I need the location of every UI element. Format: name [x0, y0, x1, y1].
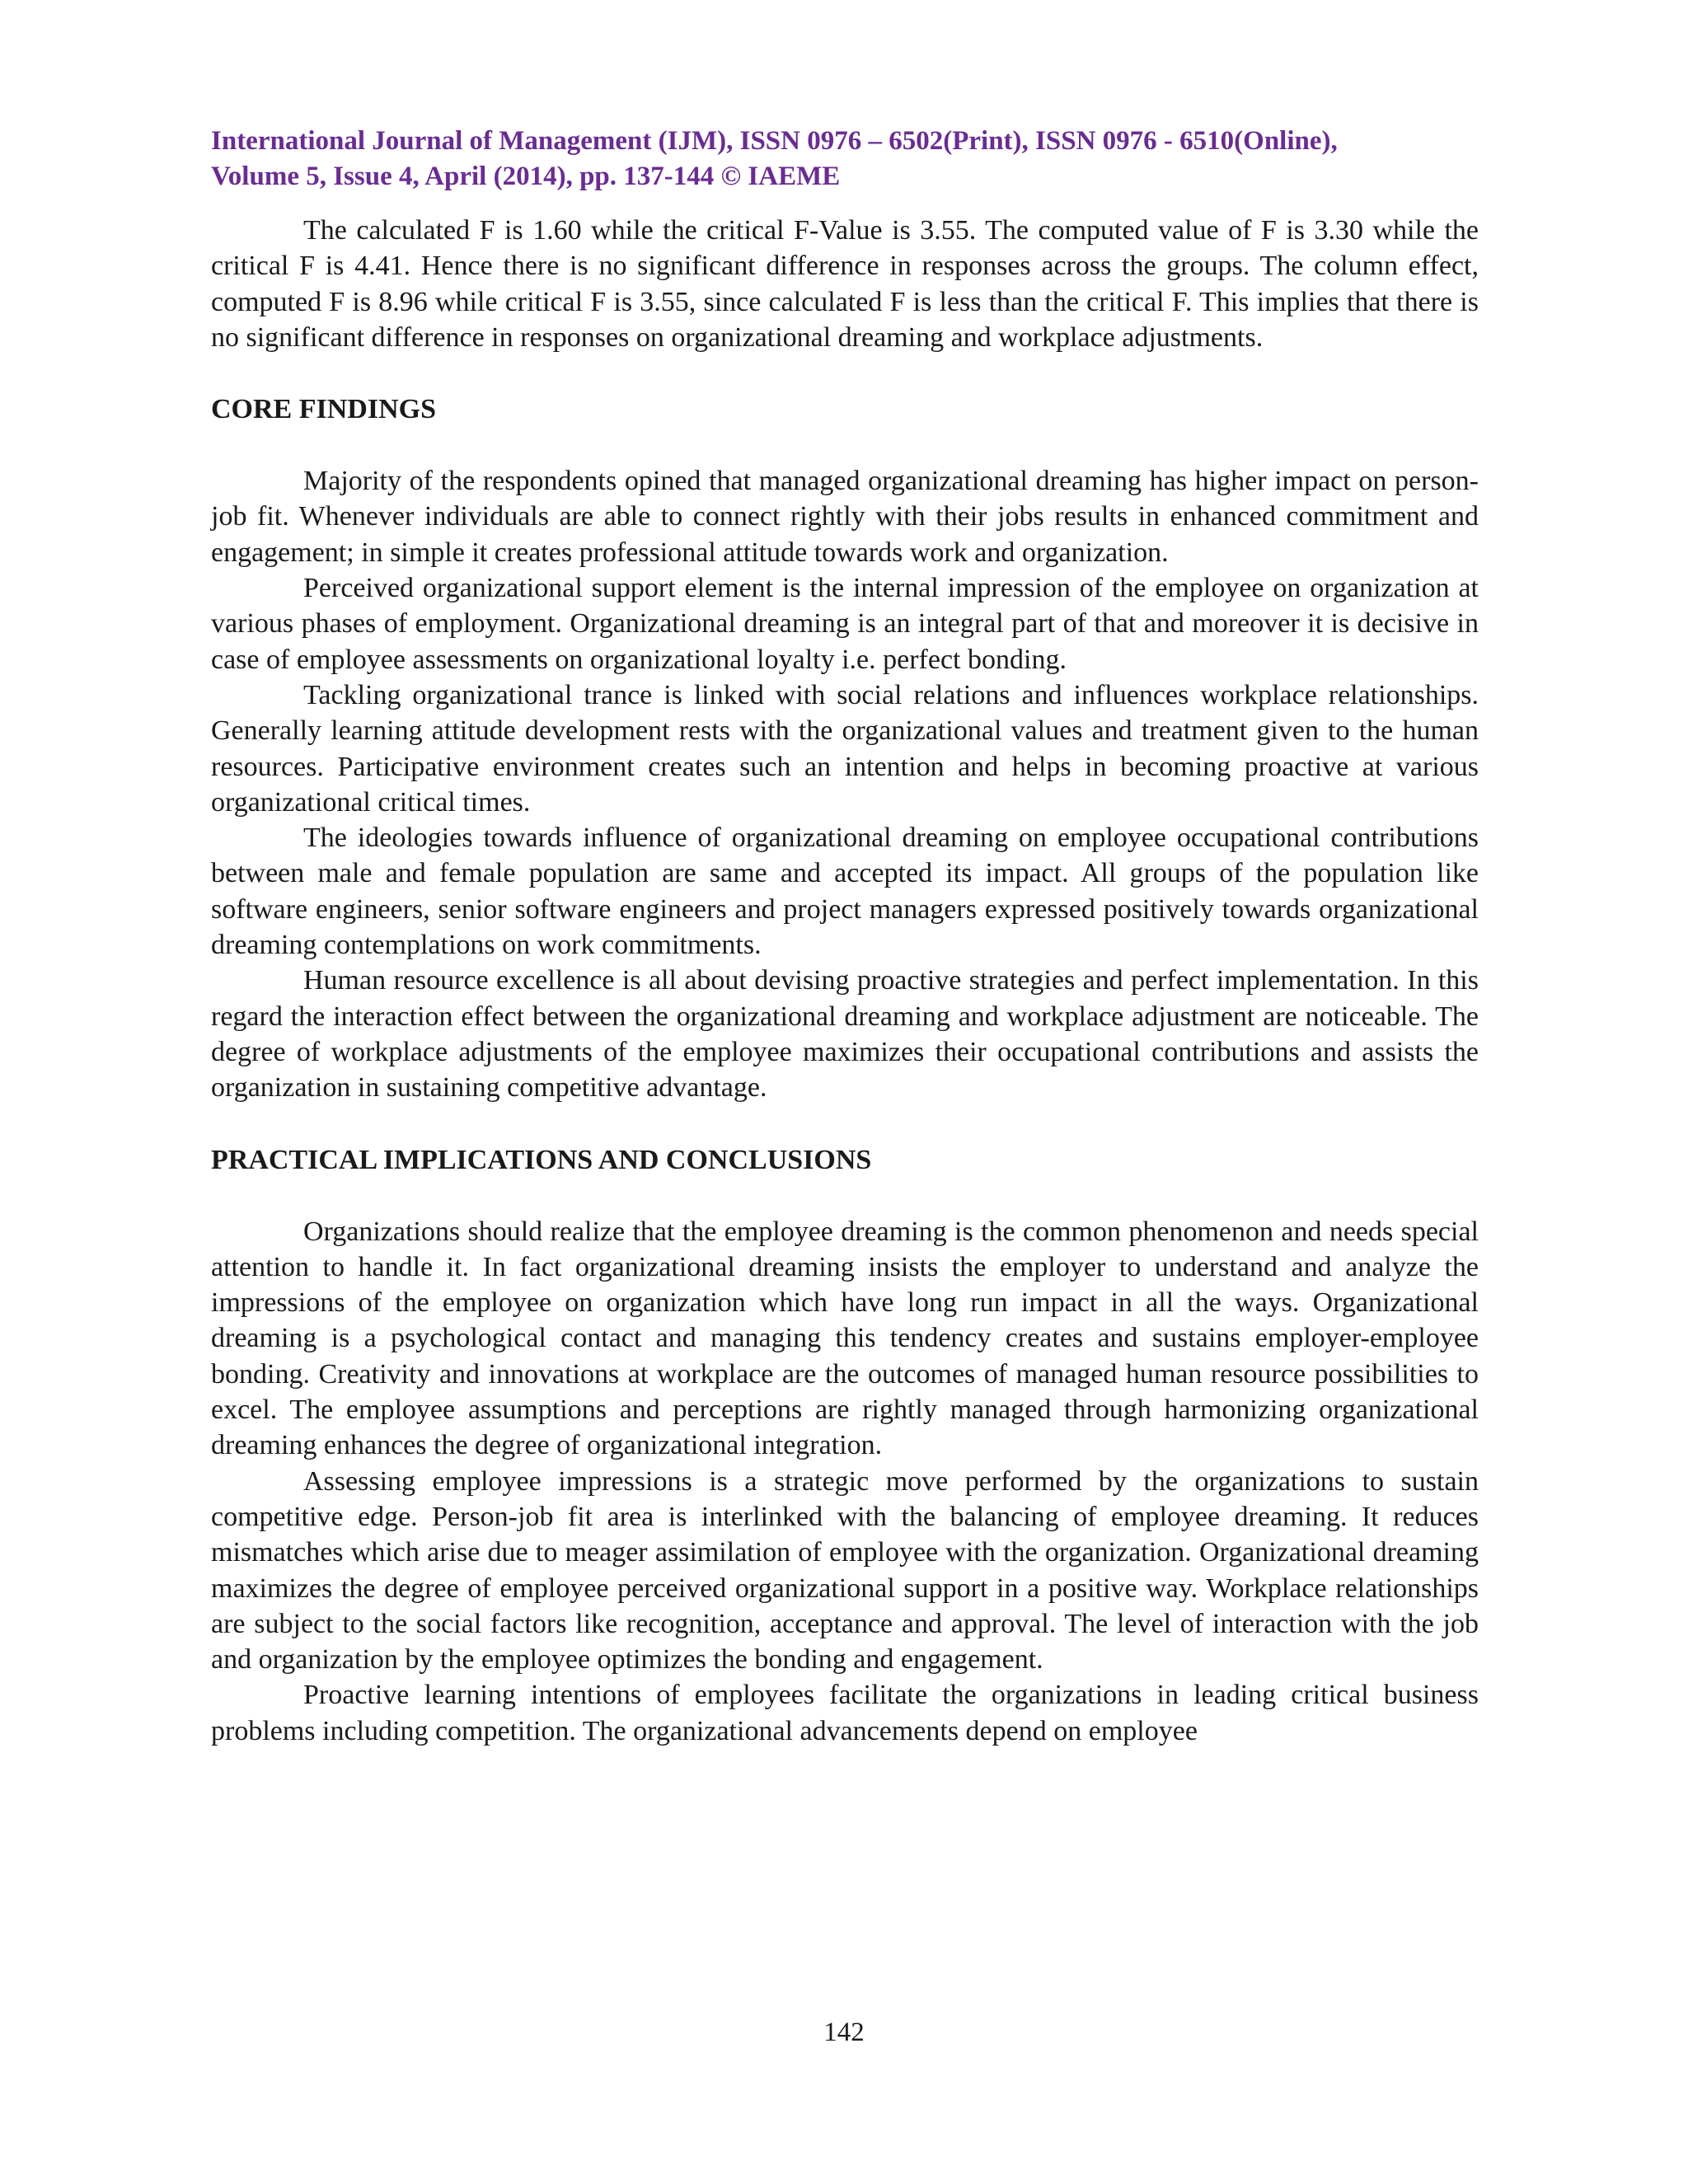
- page-number: 142: [823, 2018, 865, 2047]
- implications-paragraph: Proactive learning intentions of employees facilitate the organizations in leading critical business problems including competition. The organizational advancements depend on employee: [211, 1680, 1479, 1746]
- core-findings-paragraph: Human resource excellence is all about devising proactive strategies and perfect implementation. In this regard the interaction effect between the organizational dreaming and workplace adjustment are noticeable. The degree of workplace adjustments of the employee maximizes their occupational contributions and assists the organization in sustaining competitive advantage.: [211, 965, 1479, 1104]
- core-findings-paragraph: Majority of the respondents opined that managed organizational dreaming has higher impact on person-job fit. Whenever individuals are able to connect rightly with their jobs results in enhanced commitment and engagement; in simple it creates professional attitude towards work and organization.: [211, 466, 1479, 568]
- journal-header-line-2: Volume 5, Issue 4, April (2014), pp. 137-144 © IAEME: [211, 162, 841, 191]
- core-findings-body: [211, 463, 1479, 1105]
- core-findings-paragraph: Perceived organizational support element is the internal impression of the employee on organization at various phases of employment. Organizational dreaming is an integral part of that and moreover it is decisive in case of employee assessments on organizational loyalty i.e. perfect bonding.: [211, 573, 1479, 675]
- section-heading-core-findings: CORE FINDINGS: [211, 394, 436, 425]
- core-findings-paragraph: Tackling organizational trance is linked with social relations and influences workplace relationships. Generally learning attitude development rests with the organizational values and treatment given to the human resources. Participative environment creates such an intention and helps in becoming proactive at various organizational critical times.: [211, 679, 1479, 818]
- implications-body: [211, 1214, 1479, 1749]
- section-heading-implications: PRACTICAL IMPLICATIONS AND CONCLUSIONS: [211, 1144, 872, 1175]
- implications-paragraph: Assessing employee impressions is a strategic move performed by the organizations to sustain competitive edge. Person-job fit area is interlinked with the balancing of employee dreaming. It reduces mismatches which arise due to meager assimilation of employee with the organization. Organizational dreaming maximizes the degree of employee perceived organizational support in a positive way. Workplace relationships are subject to the social factors like recognition, acceptance and approval. The level of interaction with the job and organization by the employee optimizes the bonding and engagement.: [211, 1465, 1479, 1675]
- implications-paragraph: Organizations should realize that the employee dreaming is the common phenomenon and needs special attention to handle it. In fact organizational dreaming insists the employer to understand and analyze the impressions of the employee on organization which have long run impact in all the ways. Organizational dreaming is a psychological contact and managing this tendency creates and sustains employer-employee bonding. Creativity and innovations at workplace are the outcomes of managed human resource possibilities to excel. The employee assumptions and perceptions are rightly managed through harmonizing organizational dreaming enhances the degree of organizational integration.: [211, 1216, 1479, 1461]
- intro-paragraph: The calculated F is 1.60 while the critical F-Value is 3.55. The computed value of F is 3.30 while the critical F is 4.41. Hence there is no significant difference in responses across the groups. The column effect, computed F is 8.96 while critical F is 3.55, since calculated F is less than the critical F. This implies that there is no significant difference in responses on organizational dreaming and workplace adjustments.: [211, 215, 1479, 353]
- journal-header-line-1: International Journal of Management (IJM), ISSN 0976 – 6502(Print), ISSN 0976 - 6510(Online),: [211, 126, 1338, 156]
- journal-header: [211, 124, 1479, 194]
- core-findings-paragraph: The ideologies towards influence of organizational dreaming on employee occupational contributions between male and female population are same and accepted its impact. All groups of the population like software engineers, senior software engineers and project managers expressed positively towards organizational dreaming contemplations on work commitments.: [211, 823, 1479, 961]
- paper-page: [211, 124, 1479, 1749]
